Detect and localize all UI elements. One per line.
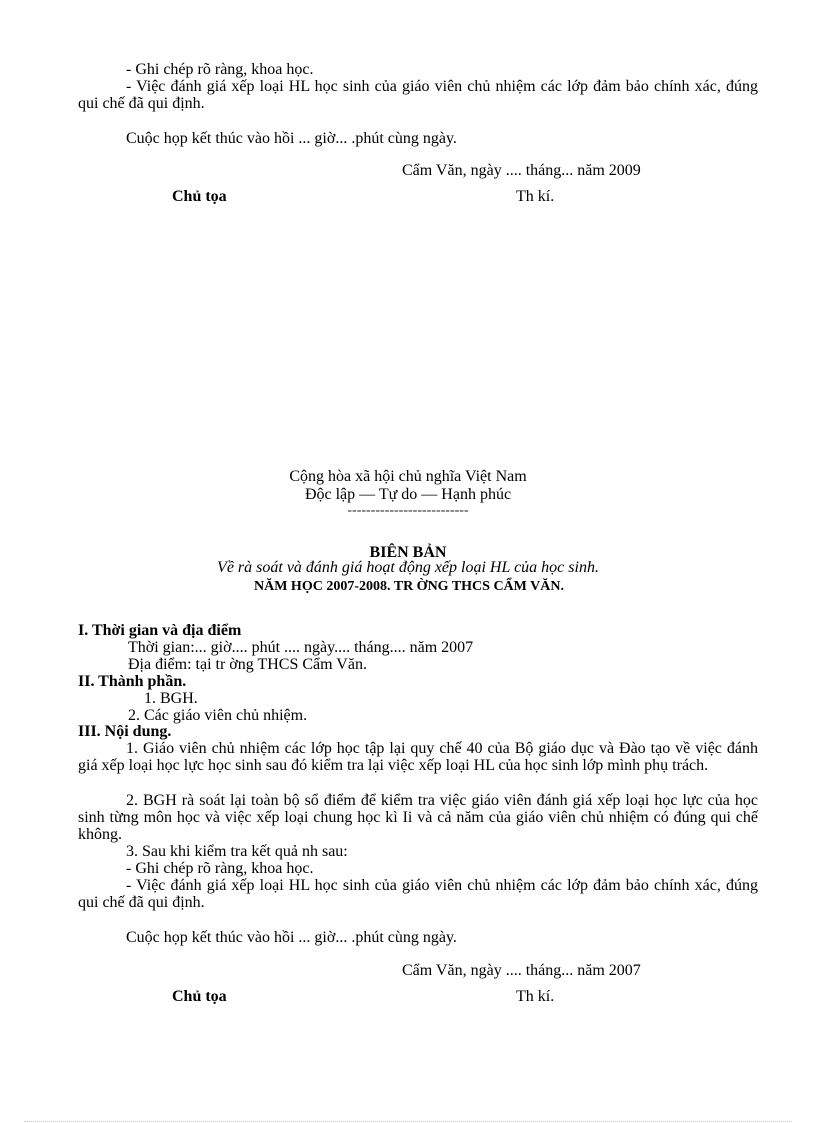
- meeting-place: Địa điểm: tại tr ờng THCS Cẩm Văn.: [128, 656, 367, 673]
- bottom-chair-signature: Chủ tọa: [172, 988, 227, 1005]
- bottom-date-line: Cẩm Văn, ngày .... tháng... năm 2007: [402, 962, 641, 979]
- bottom-closing-line: Cuộc họp kết thúc vào hồi ... giờ... .phút cùng ngày.: [126, 929, 457, 946]
- top-bullet-assessment: - Việc đánh giá xếp loại HL học sinh của giáo viên chủ nhiệm các lớp đảm bảo chính xác, đúng qui chế đã qui định.: [78, 78, 758, 112]
- top-bullet-notes: - Ghi chép rõ ràng, khoa học.: [126, 61, 314, 78]
- top-closing-line: Cuộc họp kết thúc vào hồi ... giờ... .phút cùng ngày.: [126, 130, 457, 147]
- header-divider: --------------------------: [347, 503, 469, 518]
- nation-motto: Độc lập — Tự do — Hạnh phúc: [304, 486, 512, 503]
- document-title: BIÊN BẢN: [369, 544, 447, 561]
- content-bullet-assessment: - Việc đánh giá xếp loại HL học sinh của giáo viên chủ nhiệm các lớp đảm bảo chính xác, đúng qui chế đã qui định.: [78, 877, 758, 911]
- bottom-secretary-signature: Th kí.: [516, 988, 555, 1005]
- top-secretary-signature: Th kí.: [516, 188, 555, 205]
- participant-bgh: 1. BGH.: [144, 690, 198, 707]
- content-bullet-notes: - Ghi chép rõ ràng, khoa học.: [126, 860, 314, 877]
- section-2-heading: II. Thành phần.: [78, 673, 187, 690]
- meeting-time: Thời gian:... giờ.... phút .... ngày.... tháng.... năm 2007: [128, 639, 474, 656]
- top-date-line: Cẩm Văn, ngày .... tháng... năm 2009: [402, 162, 641, 179]
- document-subtitle: Về rà soát và đánh giá hoạt động xếp loại HL của học sinh.: [217, 559, 599, 576]
- top-chair-signature: Chủ tọa: [172, 188, 227, 205]
- content-paragraph-2: 2. BGH rà soát lại toàn bộ sổ điểm để kiểm tra việc giáo viên đánh giá xếp loại học lực của học sinh từng môn học và việc xếp loại chung học kì Ii và cả năm của giáo viên chủ nhiệm có đúng qui chế không.: [78, 792, 758, 843]
- content-paragraph-3: 3. Sau khi kiểm tra kết quả nh sau:: [126, 843, 348, 860]
- section-3-heading: III. Nội dung.: [78, 723, 172, 740]
- participant-teachers: 2. Các giáo viên chủ nhiệm.: [128, 707, 308, 724]
- nation-title: Cộng hòa xã hội chủ nghĩa Việt Nam: [289, 468, 527, 485]
- content-paragraph-1: 1. Giáo viên chủ nhiệm các lớp học tập lại quy chế 40 của Bộ giáo dục và Đào tạo về việc đánh giá xếp loại học lực học sinh sau đó kiểm tra lại việc xếp loại HL của học sinh lớp mình phụ trách.: [78, 740, 758, 774]
- section-1-heading: I. Thời gian và địa điểm: [78, 622, 242, 639]
- page-bottom-rule: [24, 1121, 792, 1122]
- school-year-line: NĂM HỌC 2007-2008. TR ỜNG THCS CẨM VĂN.: [254, 579, 564, 594]
